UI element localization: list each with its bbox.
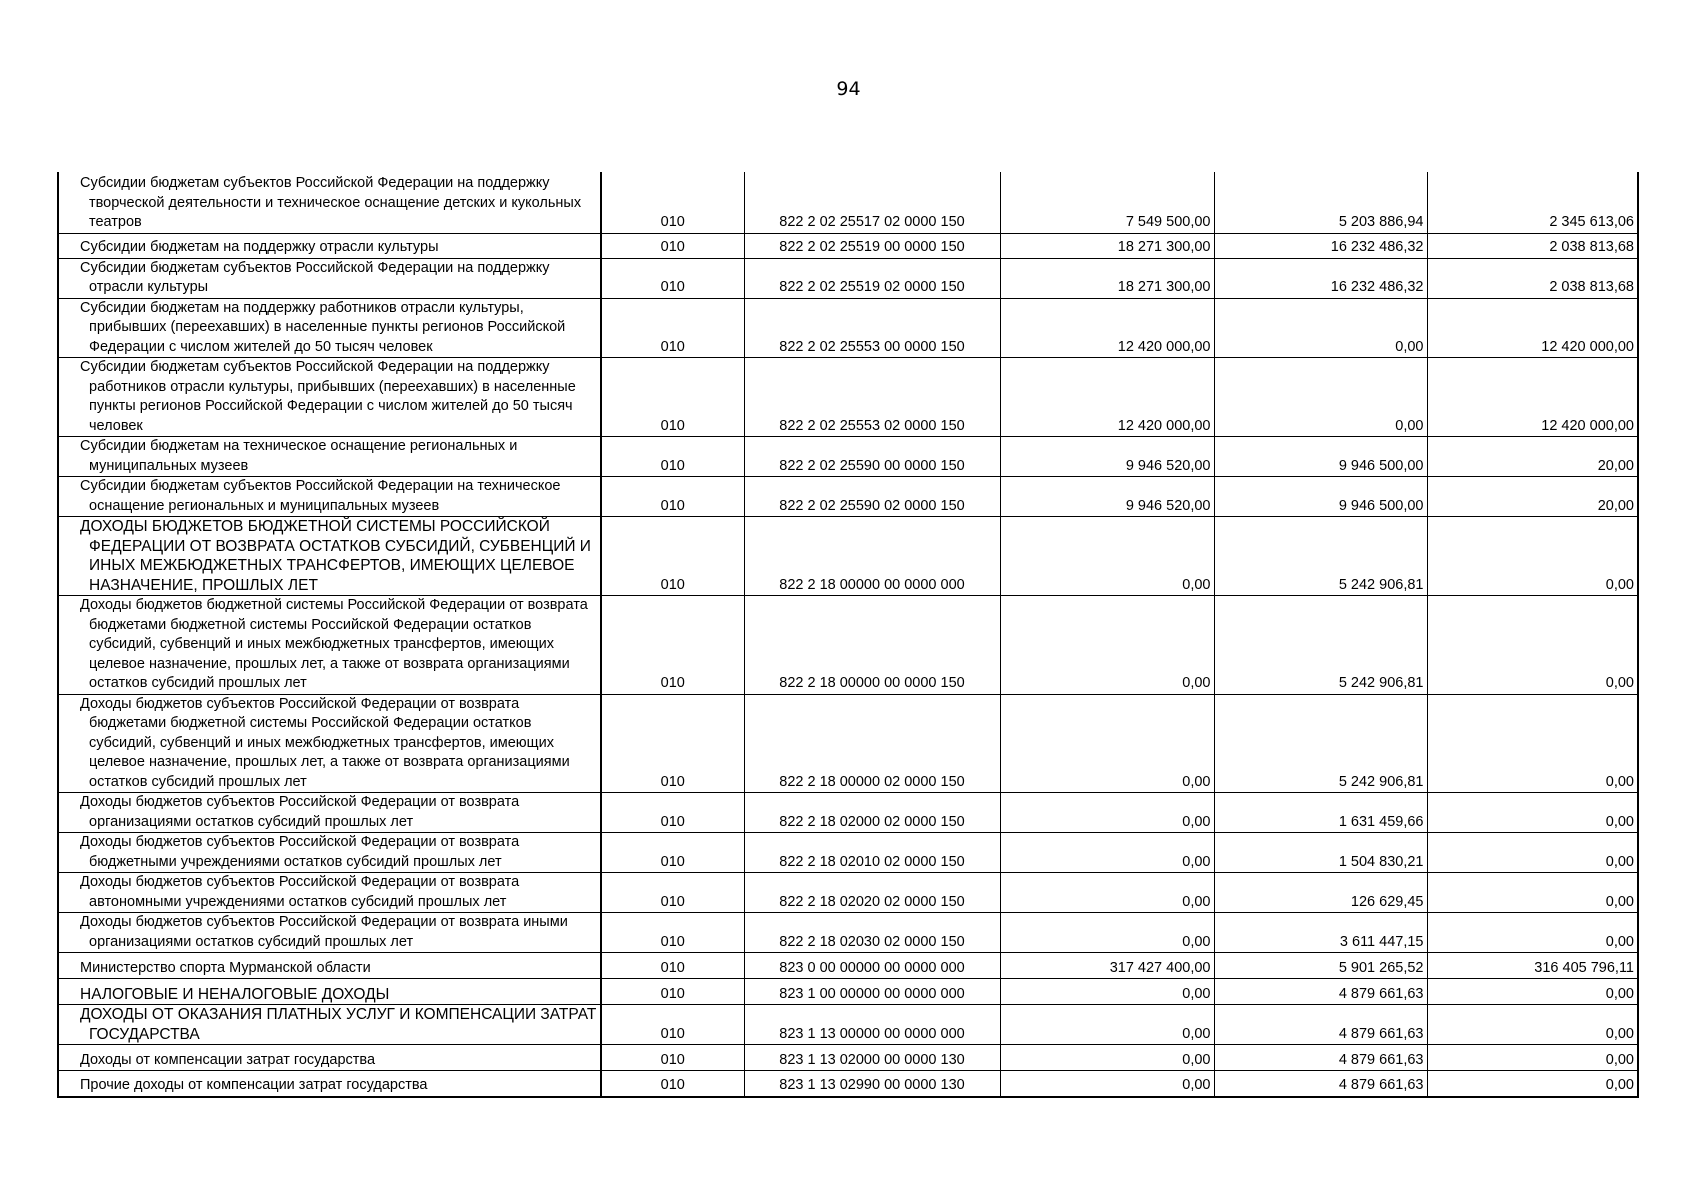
table-row — [58, 694, 1638, 793]
line-code-cell: 010 — [601, 913, 744, 953]
unexecuted-amount-cell: 12 420 000,00 — [1427, 298, 1638, 358]
table-row — [58, 1071, 1638, 1097]
executed-amount-cell: 5 901 265,52 — [1214, 953, 1427, 979]
indicator-name-cell: Доходы бюджетов субъектов Российской Федерации от возврата иными организациями остатков субсидий прошлых лет — [58, 913, 601, 953]
indicator-name-cell: Субсидии бюджетам на поддержку работников отрасли культуры, прибывших (переехавших) в населенные пункты регионов Российской Федерации с числом жителей до 50 тысяч человек — [58, 298, 601, 358]
table-row — [58, 258, 1638, 298]
indicator-name-cell: Доходы бюджетов субъектов Российской Федерации от возврата бюджетными учреждениями остатков субсидий прошлых лет — [58, 833, 601, 873]
budget-classification-code-cell: 822 2 02 25519 02 0000 150 — [744, 258, 1000, 298]
indicator-name-cell: НАЛОГОВЫЕ И НЕНАЛОГОВЫЕ ДОХОДЫ — [58, 979, 601, 1005]
budget-classification-code-cell: 822 2 02 25590 00 0000 150 — [744, 437, 1000, 477]
unexecuted-amount-cell: 12 420 000,00 — [1427, 358, 1638, 437]
unexecuted-amount-cell: 0,00 — [1427, 873, 1638, 913]
line-code-cell: 010 — [601, 953, 744, 979]
unexecuted-amount-cell: 0,00 — [1427, 1071, 1638, 1097]
indicator-name-cell: Доходы от компенсации затрат государства — [58, 1045, 601, 1071]
unexecuted-amount-cell: 2 038 813,68 — [1427, 258, 1638, 298]
unexecuted-amount-cell: 0,00 — [1427, 979, 1638, 1005]
line-code-cell: 010 — [601, 979, 744, 1005]
unexecuted-amount-cell: 0,00 — [1427, 793, 1638, 833]
indicator-name-cell: Субсидии бюджетам на поддержку отрасли культуры — [58, 233, 601, 258]
line-code-cell: 010 — [601, 833, 744, 873]
budget-classification-code-cell: 823 1 13 02000 00 0000 130 — [744, 1045, 1000, 1071]
executed-amount-cell: 0,00 — [1214, 358, 1427, 437]
table-row — [58, 437, 1638, 477]
indicator-name-cell: Доходы бюджетов субъектов Российской Федерации от возврата организациями остатков субсидий прошлых лет — [58, 793, 601, 833]
budget-classification-code-cell: 822 2 02 25517 02 0000 150 — [744, 172, 1000, 233]
table-row — [58, 358, 1638, 437]
approved-amount-cell: 0,00 — [1000, 1045, 1214, 1071]
line-code-cell: 010 — [601, 1005, 744, 1045]
executed-amount-cell: 5 242 906,81 — [1214, 694, 1427, 793]
executed-amount-cell: 5 242 906,81 — [1214, 596, 1427, 695]
table-row — [58, 793, 1638, 833]
table-row — [58, 1005, 1638, 1045]
approved-amount-cell: 7 549 500,00 — [1000, 172, 1214, 233]
approved-amount-cell: 12 420 000,00 — [1000, 298, 1214, 358]
approved-amount-cell: 9 946 520,00 — [1000, 477, 1214, 517]
approved-amount-cell: 0,00 — [1000, 913, 1214, 953]
unexecuted-amount-cell: 0,00 — [1427, 694, 1638, 793]
unexecuted-amount-cell: 0,00 — [1427, 1005, 1638, 1045]
indicator-name-cell: Министерство спорта Мурманской области — [58, 953, 601, 979]
table-body — [58, 172, 1638, 1097]
line-code-cell: 010 — [601, 233, 744, 258]
line-code-cell: 010 — [601, 358, 744, 437]
budget-classification-code-cell: 822 2 02 25553 00 0000 150 — [744, 298, 1000, 358]
line-code-cell: 010 — [601, 873, 744, 913]
table-row — [58, 1045, 1638, 1071]
approved-amount-cell: 18 271 300,00 — [1000, 233, 1214, 258]
unexecuted-amount-cell: 20,00 — [1427, 437, 1638, 477]
executed-amount-cell: 1 631 459,66 — [1214, 793, 1427, 833]
table-row — [58, 873, 1638, 913]
budget-classification-code-cell: 822 2 02 25519 00 0000 150 — [744, 233, 1000, 258]
budget-classification-code-cell: 822 2 18 02000 02 0000 150 — [744, 793, 1000, 833]
unexecuted-amount-cell: 316 405 796,11 — [1427, 953, 1638, 979]
unexecuted-amount-cell: 0,00 — [1427, 517, 1638, 596]
indicator-name-cell: Субсидии бюджетам субъектов Российской Федерации на поддержку творческой деятельности и техническое оснащение детских и кукольных театров — [58, 172, 601, 233]
executed-amount-cell: 16 232 486,32 — [1214, 233, 1427, 258]
budget-classification-code-cell: 822 2 18 02020 02 0000 150 — [744, 873, 1000, 913]
executed-amount-cell: 4 879 661,63 — [1214, 1071, 1427, 1097]
table-row — [58, 172, 1638, 233]
indicator-name-cell: Субсидии бюджетам субъектов Российской Федерации на поддержку работников отрасли культуры, прибывших (переехавших) в населенные пункты регионов Российской Федерации с числом жителей до 50 тысяч человек — [58, 358, 601, 437]
approved-amount-cell: 0,00 — [1000, 793, 1214, 833]
executed-amount-cell: 4 879 661,63 — [1214, 1005, 1427, 1045]
approved-amount-cell: 0,00 — [1000, 596, 1214, 695]
unexecuted-amount-cell: 2 345 613,06 — [1427, 172, 1638, 233]
indicator-name-cell: Субсидии бюджетам субъектов Российской Федерации на техническое оснащение региональных и муниципальных музеев — [58, 477, 601, 517]
approved-amount-cell: 0,00 — [1000, 517, 1214, 596]
executed-amount-cell: 126 629,45 — [1214, 873, 1427, 913]
line-code-cell: 010 — [601, 596, 744, 695]
budget-classification-code-cell: 822 2 02 25553 02 0000 150 — [744, 358, 1000, 437]
table-row — [58, 517, 1638, 596]
approved-amount-cell: 317 427 400,00 — [1000, 953, 1214, 979]
approved-amount-cell: 0,00 — [1000, 1005, 1214, 1045]
line-code-cell: 010 — [601, 437, 744, 477]
indicator-name-cell: Субсидии бюджетам на техническое оснащение региональных и муниципальных музеев — [58, 437, 601, 477]
approved-amount-cell: 12 420 000,00 — [1000, 358, 1214, 437]
line-code-cell: 010 — [601, 694, 744, 793]
budget-classification-code-cell: 822 2 18 02010 02 0000 150 — [744, 833, 1000, 873]
budget-classification-code-cell: 822 2 18 00000 02 0000 150 — [744, 694, 1000, 793]
table-row — [58, 833, 1638, 873]
unexecuted-amount-cell: 0,00 — [1427, 833, 1638, 873]
unexecuted-amount-cell: 0,00 — [1427, 913, 1638, 953]
table-row — [58, 233, 1638, 258]
budget-classification-code-cell: 823 1 00 00000 00 0000 000 — [744, 979, 1000, 1005]
executed-amount-cell: 9 946 500,00 — [1214, 477, 1427, 517]
table-row — [58, 913, 1638, 953]
line-code-cell: 010 — [601, 477, 744, 517]
unexecuted-amount-cell: 2 038 813,68 — [1427, 233, 1638, 258]
approved-amount-cell: 0,00 — [1000, 979, 1214, 1005]
approved-amount-cell: 0,00 — [1000, 1071, 1214, 1097]
line-code-cell: 010 — [601, 793, 744, 833]
unexecuted-amount-cell: 20,00 — [1427, 477, 1638, 517]
executed-amount-cell: 9 946 500,00 — [1214, 437, 1427, 477]
executed-amount-cell: 16 232 486,32 — [1214, 258, 1427, 298]
approved-amount-cell: 18 271 300,00 — [1000, 258, 1214, 298]
budget-classification-code-cell: 822 2 18 02030 02 0000 150 — [744, 913, 1000, 953]
line-code-cell: 010 — [601, 1071, 744, 1097]
indicator-name-cell: ДОХОДЫ ОТ ОКАЗАНИЯ ПЛАТНЫХ УСЛУГ И КОМПЕНСАЦИИ ЗАТРАТ ГОСУДАРСТВА — [58, 1005, 601, 1045]
executed-amount-cell: 3 611 447,15 — [1214, 913, 1427, 953]
table-row — [58, 596, 1638, 695]
unexecuted-amount-cell: 0,00 — [1427, 1045, 1638, 1071]
indicator-name-cell: Доходы бюджетов субъектов Российской Федерации от возврата автономными учреждениями остатков субсидий прошлых лет — [58, 873, 601, 913]
indicator-name-cell: Прочие доходы от компенсации затрат государства — [58, 1071, 601, 1097]
table-row — [58, 953, 1638, 979]
budget-classification-code-cell: 822 2 18 00000 00 0000 150 — [744, 596, 1000, 695]
table-row — [58, 477, 1638, 517]
executed-amount-cell: 4 879 661,63 — [1214, 979, 1427, 1005]
budget-classification-code-cell: 823 1 13 00000 00 0000 000 — [744, 1005, 1000, 1045]
line-code-cell: 010 — [601, 517, 744, 596]
indicator-name-cell: ДОХОДЫ БЮДЖЕТОВ БЮДЖЕТНОЙ СИСТЕМЫ РОССИЙСКОЙ ФЕДЕРАЦИИ ОТ ВОЗВРАТА ОСТАТКОВ СУБСИДИЙ, СУБВЕНЦИЙ И ИНЫХ МЕЖБЮДЖЕТНЫХ ТРАНСФЕРТОВ, ИМЕЮЩИХ ЦЕЛЕВОЕ НАЗНАЧЕНИЕ, ПРОШЛЫХ ЛЕТ — [58, 517, 601, 596]
executed-amount-cell: 5 242 906,81 — [1214, 517, 1427, 596]
budget-classification-code-cell: 823 1 13 02990 00 0000 130 — [744, 1071, 1000, 1097]
budget-classification-code-cell: 822 2 02 25590 02 0000 150 — [744, 477, 1000, 517]
line-code-cell: 010 — [601, 172, 744, 233]
budget-classification-code-cell: 823 0 00 00000 00 0000 000 — [744, 953, 1000, 979]
table-row — [58, 979, 1638, 1005]
executed-amount-cell: 4 879 661,63 — [1214, 1045, 1427, 1071]
page-number: 94 — [836, 78, 861, 100]
approved-amount-cell: 0,00 — [1000, 833, 1214, 873]
line-code-cell: 010 — [601, 1045, 744, 1071]
line-code-cell: 010 — [601, 258, 744, 298]
indicator-name-cell: Субсидии бюджетам субъектов Российской Федерации на поддержку отрасли культуры — [58, 258, 601, 298]
approved-amount-cell: 9 946 520,00 — [1000, 437, 1214, 477]
table-row — [58, 298, 1638, 358]
executed-amount-cell: 0,00 — [1214, 298, 1427, 358]
budget-revenue-table — [57, 172, 1639, 1098]
indicator-name-cell: Доходы бюджетов бюджетной системы Российской Федерации от возврата бюджетами бюджетной системы Российской Федерации остатков субсидий, субвенций и иных межбюджетных трансфертов, имеющих целевое назначение, прошлых лет, а также от возврата организациями остатков субсидий прошлых лет — [58, 596, 601, 695]
executed-amount-cell: 1 504 830,21 — [1214, 833, 1427, 873]
approved-amount-cell: 0,00 — [1000, 694, 1214, 793]
approved-amount-cell: 0,00 — [1000, 873, 1214, 913]
executed-amount-cell: 5 203 886,94 — [1214, 172, 1427, 233]
unexecuted-amount-cell: 0,00 — [1427, 596, 1638, 695]
budget-classification-code-cell: 822 2 18 00000 00 0000 000 — [744, 517, 1000, 596]
line-code-cell: 010 — [601, 298, 744, 358]
indicator-name-cell: Доходы бюджетов субъектов Российской Федерации от возврата бюджетами бюджетной системы Российской Федерации остатков субсидий, субвенций и иных межбюджетных трансфертов, имеющих целевое назначение, прошлых лет, а также от возврата организациями остатков субсидий прошлых лет — [58, 694, 601, 793]
